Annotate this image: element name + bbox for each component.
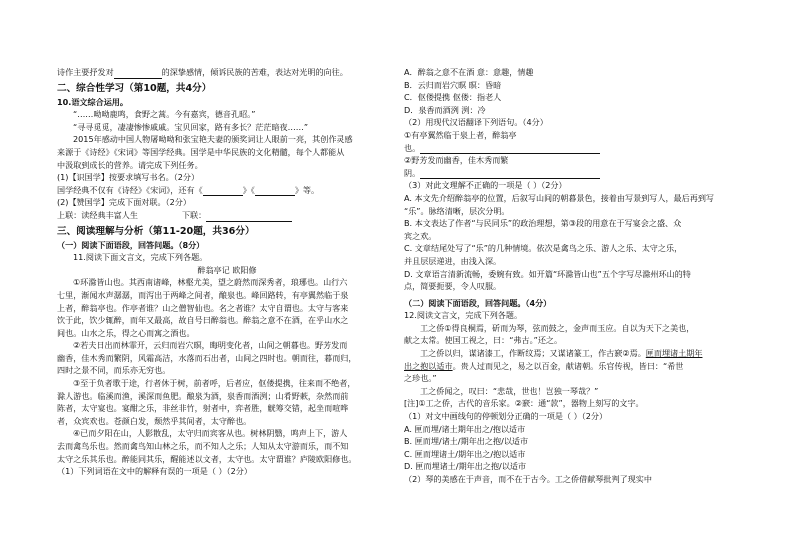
q11-sub-3: （3）对此文理解不正确的一项是（ ）（2分） (404, 180, 567, 191)
essay-line: 间也。山水之乐，得之心而寓之酒也。 (57, 327, 195, 338)
couplet-answer-blank[interactable] (206, 212, 292, 222)
q11-sub-3-a-2: “乐”。脉络清晰，层次分明。 (404, 205, 510, 216)
essay-line: 太守之乐其乐也。醉能同其乐，醒能述以文者，太守也。太守谓谁？庐陵欧阳修也。 (57, 453, 357, 464)
left-column (57, 66, 397, 478)
essay-body (57, 276, 397, 465)
q12-paragraph-2-c: 之珍也。” (404, 373, 437, 384)
section-3-title: 三、阅读理解与分析（第11-20题，共36分） (57, 225, 255, 237)
fill-text-post: 的深挚感情，倾诉民族的苦难，表达对光明的向往。 (161, 67, 348, 77)
essay-line: 上者，醉翁亭也。作亭者谁？山之僧智仙也。名之者谁？太守自谓也。太守与客来 (57, 302, 349, 313)
essay-title: 醉翁亭记 欧阳修 (197, 264, 257, 275)
q11-sub-3-c-2: 并且层层递进，由浅入深。 (404, 255, 502, 266)
q12-title: 12.阅读文言文，完成下列各题。 (404, 310, 523, 321)
q12-sub-2: （2）琴的美感在于声音，而不在于古今。工之侨借献琴批判了现实中 (404, 474, 652, 484)
q11-sub-2-b-answer (404, 167, 740, 180)
q12-paragraph-2-b (404, 360, 740, 373)
part-b-title: （二）阅读下面语段，回答问题。（4分） (404, 297, 552, 308)
q10-title: 10.语文综合运用。 (57, 96, 128, 107)
answer-lead: 也。 (404, 142, 421, 153)
essay-line: ①环滁皆山也。其西南诸峰，林壑尤美，望之蔚然而深秀者，琅琊也。山行六 (73, 277, 348, 288)
q12-underlined-sentence: 匣而埋诸土期年 (645, 348, 703, 359)
essay-line: 饮于此，饮少辄醉，而年又最高，故自号曰醉翁也。醉翁之意不在酒，在乎山水之 (57, 315, 349, 326)
q12-paragraph-2-a (404, 347, 740, 360)
q10-paragraph-line-2: 来源于《诗经》《宋词》等国学经典。国学是中华民族的文化精髓，每个人都能从 (57, 146, 345, 157)
fill-text-post: 》等。 (294, 184, 320, 195)
answer-lead: 阴。 (404, 167, 421, 178)
q12-sub-1: （1）对文中画线句的停顿划分正确的一项是（ ）（2分） (404, 411, 608, 422)
q10-sub-1: (1)【识国学】按要求填写书名。（2分） (57, 172, 200, 183)
q12-paragraph-3: 工之侨闻之，叹曰：“悲哉，世也！岂独一琴哉？” (420, 385, 599, 396)
q11-sub-3-d-2: 点，简要扼要，令人叹服。 (404, 281, 502, 292)
q11-option-a: A．醉翁之意不在酒 意：意趣，情趣 (404, 67, 534, 77)
essay-line: 陈者，太守宴也。宴酣之乐，非丝非竹，射者中，弈者胜，觥筹交错，起坐而喧哗 (57, 403, 349, 414)
part-a-title: （一）阅读下面语段，回答问题。（8分） (57, 239, 205, 250)
q11-sub-2-a-answer (404, 142, 740, 155)
fill-text-pre: 诗作主要抒发对 (57, 67, 114, 77)
essay-line: 滁人游也。临溪而渔，溪深而鱼肥。酿泉为酒，泉香而酒洌；山肴野蔌，杂然而前 (57, 390, 349, 401)
fill-text-pre: 国学经典不仅有《诗经》《宋词》，还有《 (57, 184, 203, 195)
essay-line: ②若夫日出而林霏开，云归而岩穴暝，晦明变化者，山间之朝暮也。野芳发而 (73, 340, 348, 351)
essay-line: 者，众宾欢也。苍颜白发，颓然乎其间者，太守醉也。 (57, 415, 252, 426)
right-column (404, 66, 740, 486)
fill-text-mid: 》《 (242, 184, 255, 195)
q12-text: 工之侨以归，谋诸漆工，作断纹焉；又谋诸篆工，作古窾②焉。 (420, 348, 646, 359)
q11-sub-3-b-1: B. 本文表达了作者“与民同乐”的政治理想，第③段的用意在于写宴会之盛、众 (404, 218, 682, 229)
couplet-upper: 上联：读经典丰富人生 (57, 209, 138, 220)
essay-line: ③至于负者歌于途，行者休于树，前者呼，后者应，伛偻提携，往来而不绝者， (73, 378, 356, 389)
q11-title: 11.阅读下面文言文，完成下列各题。 (73, 252, 208, 263)
poem-fill-line (57, 66, 397, 79)
q12-underlined-sentence: 出之抱以适市 (404, 360, 453, 371)
q10-paragraph-line-1: 2015年感动中国人物屠呦呦和张宝艳夫妻的颁奖词让人眼前一亮，其创作灵感 (73, 134, 353, 145)
essay-line: 去而禽鸟乐也。然而禽鸟知山林之乐，而不知人之乐；人知从太守游而乐，而不知 (57, 441, 349, 452)
q12-option-d: D. 匣而埋诸土/期年出之抱/以适市 (404, 461, 527, 472)
q11-option-b: B．云归而岩穴暝 暝：昏暗 (404, 79, 502, 90)
q11-sub-2: （2）用现代汉语翻译下列语句。（4分） (404, 117, 548, 128)
couplet-line (57, 209, 397, 222)
essay-line: ④已而夕阳在山，人影散乱，太守归而宾客从也。树林阴翳，鸣声上下，游人 (73, 428, 348, 439)
q10-sub-1-fill (57, 184, 397, 197)
q10-quote-2: “寻寻觅觅，凄凄惨惨戚戚。宝贝回家，路有多长？茫茫暗夜……” (73, 121, 309, 132)
essay-line: 幽香，佳木秀而繁阴，风霜高洁，水落而石出者，山间之四时也。朝而往，暮而归， (57, 352, 357, 363)
q11-sub-3-c-1: C. 文章结尾处写了“乐”的几种情境。依次是禽鸟之乐、游人之乐、太守之乐， (404, 243, 683, 254)
answer-blank[interactable] (114, 69, 162, 79)
q12-paragraph-1-a: 工之侨①得良桐焉，斫而为琴，弦而鼓之，金声而玉应。自以为天下之美也， (420, 322, 695, 333)
q10-paragraph-line-3: 中汲取到成长的营养。请完成下列任务。 (57, 159, 203, 170)
q11-sub-2-a: ①有亭翼然临于泉上者，醉翁亭 (404, 129, 517, 140)
q12-paragraph-1-b: 献之太常。使国工视之，曰：“弗古。”还之。 (404, 335, 563, 346)
q12-option-a: A. 匣而埋/诸土期年出之/抱以适市 (404, 423, 526, 434)
q11-option-d: D．泉香而酒洌 洌：冷 (404, 104, 486, 115)
q11-sub-3-d-1: D. 文章语言清新流畅，委婉有致。如开篇“环滁皆山也”五个字写尽滁州环山的特 (404, 268, 691, 279)
q11-sub-1: （1）下列词语在文中的解释有误的一项是（ ）（2分） (57, 466, 252, 477)
q11-sub-2-b: ②野芳发而幽香，佳木秀而繁 (404, 155, 509, 166)
section-2-title: 二、综合性学习（第10题，共4分） (57, 82, 212, 94)
q12-note: [注]①工之侨，古代的音乐家。②窾：通“款”，器物上刻写的文字。 (404, 398, 644, 409)
book-blank-1[interactable] (203, 186, 243, 196)
couplet-lower-label: 下联： (181, 209, 207, 220)
essay-line: 七里，渐闻水声潺潺，而泻出于两峰之间者，酿泉也。峰回路转，有亭翼然临于泉 (57, 289, 349, 300)
translation-blank-2[interactable] (420, 169, 600, 179)
q10-sub-2: (2)【赞国学】完成下面对联。（2分） (57, 197, 191, 208)
q12-text: 。贵人过而见之，易之以百金，献诸朝。乐官传视，皆曰：“希世 (452, 360, 684, 371)
q10-quote-1: “……呦呦鹿鸣，食野之蒿。今有嘉宾，德音孔昭。” (73, 109, 256, 120)
q12-option-c: C. 匣而埋诸土/期年出之/抱以适市 (404, 448, 526, 459)
translation-blank-1[interactable] (420, 144, 600, 154)
book-blank-2[interactable] (255, 186, 295, 196)
q11-sub-3-a-1: A. 本文先介绍醉翁亭的位置，后叙写山间的朝暮景色，接着由写景到写人，最后再到写 (404, 192, 715, 203)
essay-line: 四时之景不同，而乐亦无穷也。 (57, 365, 171, 376)
q11-option-c: C．伛偻提携 伛偻：指老人 (404, 92, 502, 103)
q11-sub-3-b-2: 宾之欢。 (404, 230, 437, 241)
q12-option-b: B. 匣而埋/诸土/期年出之抱/以适市 (404, 436, 529, 447)
